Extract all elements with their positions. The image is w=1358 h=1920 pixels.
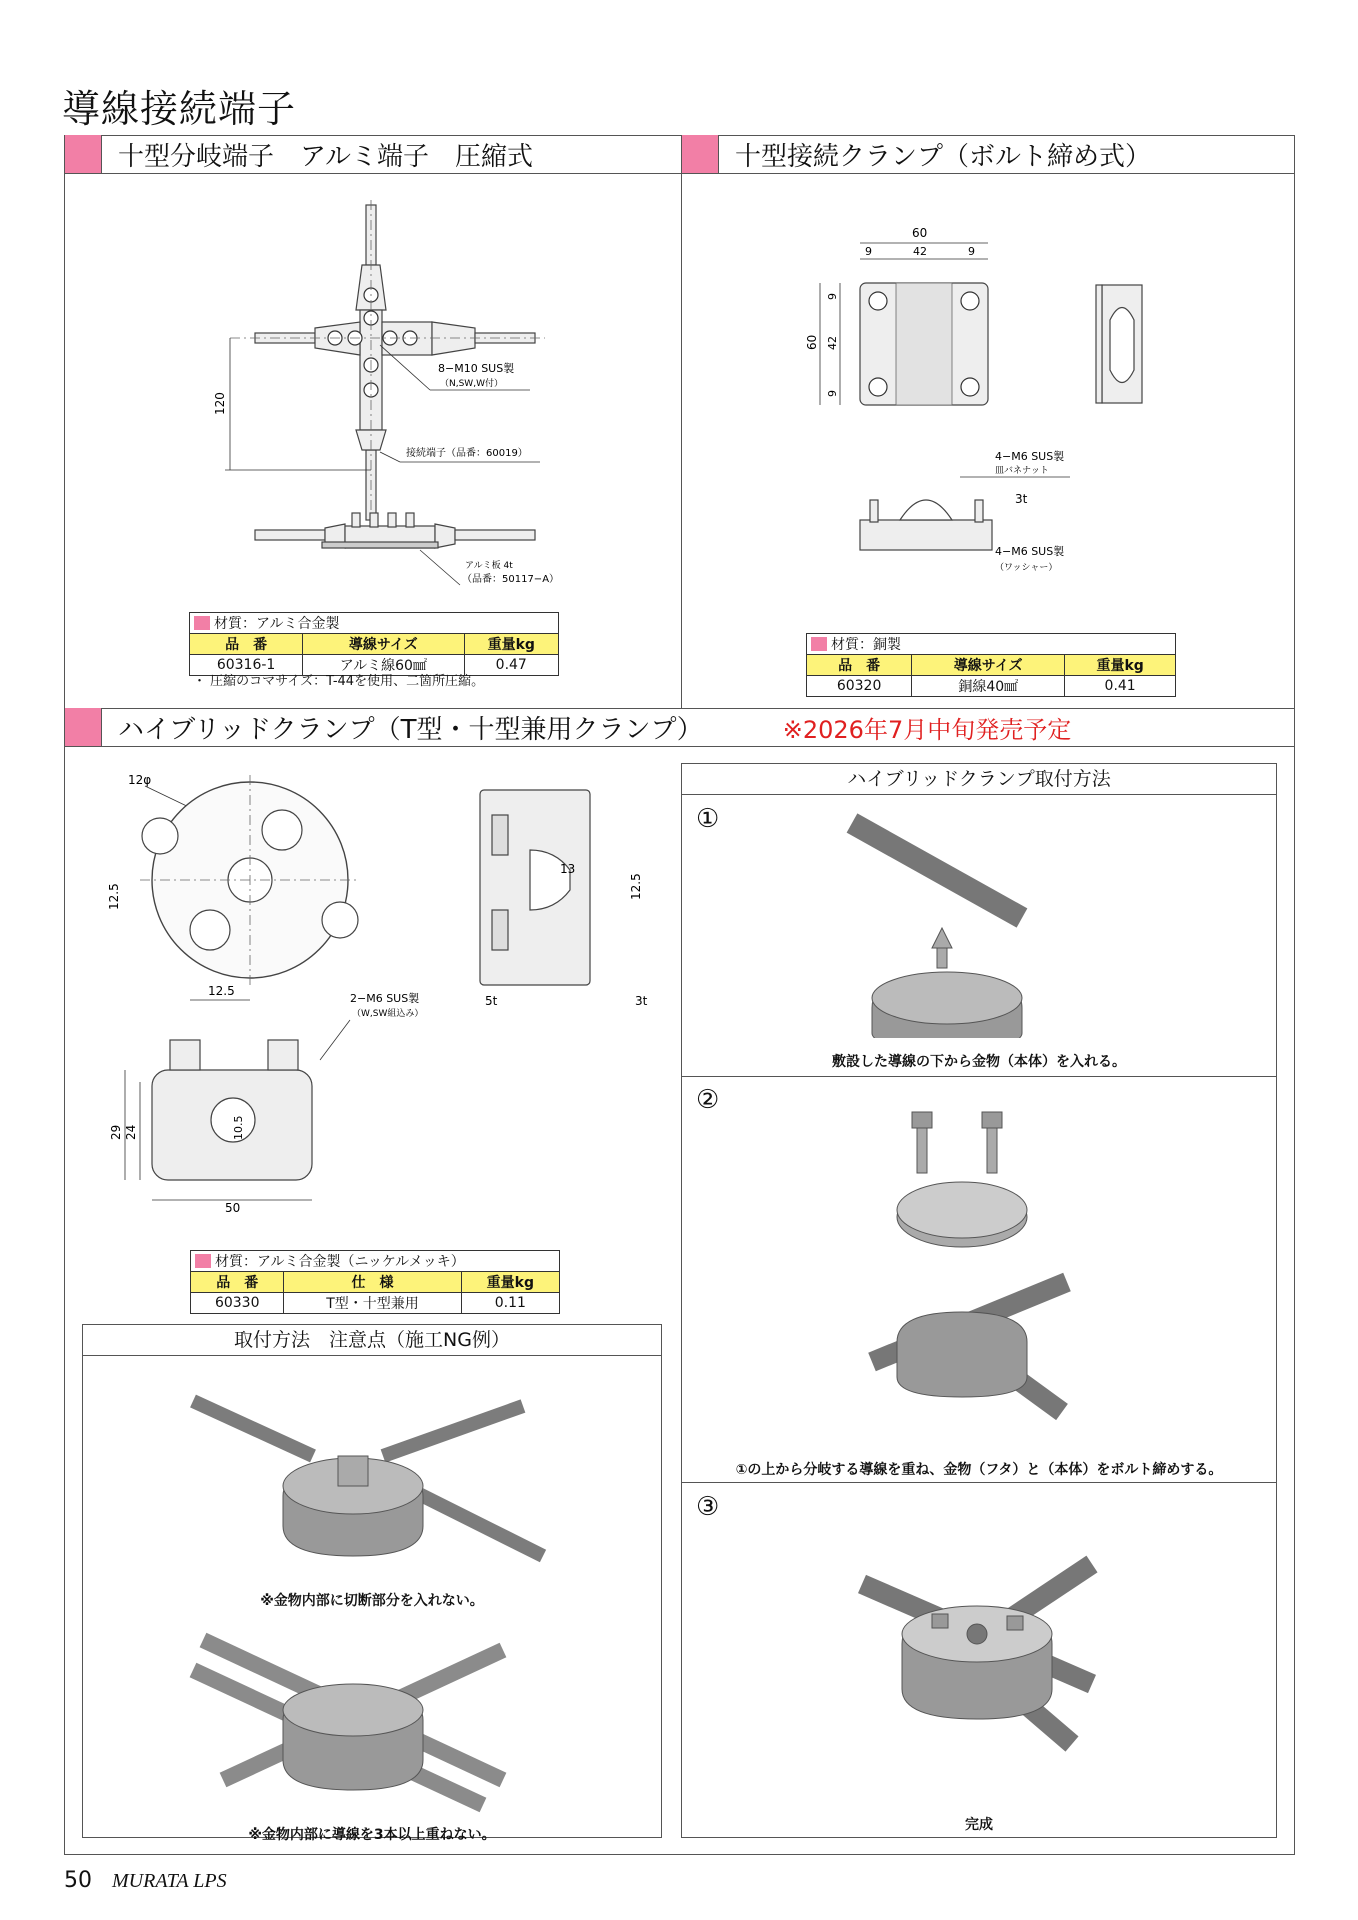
pink-marker: [65, 708, 102, 746]
install-method-box: [681, 763, 1277, 1838]
nut-sub-label: 皿バネナット: [995, 466, 1049, 476]
header-cell: 仕 様: [284, 1272, 461, 1293]
dim-label: 9: [865, 245, 872, 258]
section-title: 十型分岐端子 アルミ端子 圧縮式: [118, 141, 533, 172]
weight-cell: 0.11: [461, 1293, 559, 1314]
header-cell: 重量kg: [461, 1272, 559, 1293]
box-title: ハイブリッドクランプ取付方法: [682, 764, 1276, 795]
divider: [681, 135, 682, 708]
page-footer: [64, 1868, 227, 1893]
page-title: 導線接続端子: [62, 87, 297, 131]
dim-label: 5t: [485, 994, 498, 1008]
ng-caption-2: ※金物内部に導線を3本以上重ねない。: [248, 1827, 496, 1843]
terminal-label: 接続端子（品番：60019）: [406, 448, 528, 459]
dim-label: 60: [805, 334, 819, 350]
dim-label: 13: [560, 862, 576, 876]
part-no-cell: 60320: [807, 676, 912, 697]
pink-marker: [682, 135, 719, 173]
ng-caption-1: ※金物内部に切断部分を入れない。: [260, 1593, 484, 1609]
dim-label: 24: [124, 1124, 138, 1140]
pink-marker: [65, 135, 102, 173]
washer-label: 4−M6 SUS製: [995, 545, 1065, 558]
dim-label: 3t: [635, 994, 648, 1008]
box-title: 取付方法 注意点（施工NG例）: [83, 1325, 661, 1356]
header-cell: 重量kg: [1065, 655, 1176, 676]
bolt-sub-label: （W,SW組込み）: [352, 1009, 424, 1019]
header-cell: 品 番: [191, 1272, 284, 1293]
step-3-caption: 完成: [965, 1817, 993, 1833]
step-number: ②: [696, 1085, 720, 1115]
dim-label: 12.5: [208, 984, 235, 998]
cross-terminal-drawing: [200, 200, 560, 590]
section-title: 十型接続クランプ（ボルト締め式）: [735, 141, 1152, 172]
divider: [64, 746, 1295, 747]
compression-note: ・ 圧縮のコマサイズ：T-44を使用、二箇所圧縮。: [193, 674, 485, 689]
hybrid-clamp-drawing: [100, 770, 660, 1240]
size-cell: アルミ線60㎟: [303, 655, 464, 676]
dim-label: 42: [826, 336, 839, 350]
material-cell: [190, 613, 559, 634]
part-no-cell: 60316-1: [190, 655, 303, 676]
dim-label: 50: [225, 1201, 241, 1215]
header-cell: 導線サイズ: [303, 634, 464, 655]
dim-label: 3t: [1015, 492, 1028, 506]
spec-table-hybrid: [190, 1250, 560, 1314]
weight-cell: 0.47: [464, 655, 558, 676]
step-1-illustration: [832, 808, 1132, 1038]
step-1-caption: 敷設した導線の下から金物（本体）を入れる。: [832, 1054, 1126, 1070]
header-cell: 品 番: [807, 655, 912, 676]
divider: [64, 173, 1295, 174]
step-2-caption: ①の上から分岐する導線を重ね、金物（フタ）と（本体）をボルト締めする。: [735, 1462, 1223, 1478]
install-step-3: [682, 1484, 1276, 1837]
section-title: ハイブリッドクランプ（T型・十型兼用クランプ）: [118, 714, 703, 745]
dim-label: 12.5: [107, 883, 121, 910]
dim-label: 10.5: [232, 1115, 245, 1140]
plate-sub-label: （品番：50117−A）: [462, 574, 560, 585]
step-number: ③: [696, 1492, 720, 1522]
dim-label: 9: [826, 293, 839, 300]
cross-clamp-drawing: [800, 225, 1180, 580]
install-step-2: [682, 1077, 1276, 1483]
nut-label: 4−M6 SUS製: [995, 450, 1065, 463]
step-number: ①: [696, 804, 720, 834]
ng-example-1-illustration: [83, 1356, 661, 1586]
spec-table-cross-clamp: [806, 633, 1176, 697]
material-text: 材質：アルミ合金製: [214, 616, 340, 632]
spec-cell: T型・十型兼用: [284, 1293, 461, 1314]
release-notice: ※2026年7月中旬発売予定: [782, 715, 1072, 744]
step-2-illustration: [862, 1092, 1122, 1452]
dim-label: 120: [213, 392, 227, 415]
bolt-sub-label: （N,SW,W付）: [440, 379, 503, 389]
header-cell: 導線サイズ: [912, 655, 1065, 676]
washer-sub-label: （ワッシャー）: [995, 563, 1058, 573]
step-3-illustration: [852, 1534, 1112, 1784]
dim-label: 9: [968, 245, 975, 258]
dim-label: 60: [912, 226, 928, 240]
material-cell: [191, 1251, 560, 1272]
spec-table-cross-branch: [189, 612, 559, 676]
weight-cell: 0.41: [1065, 676, 1176, 697]
section-header-cross-branch: [65, 135, 681, 173]
bolt-label: 2−M6 SUS製: [350, 992, 420, 1005]
brand-name: MURATA LPS: [112, 1870, 227, 1892]
dim-label: 29: [109, 1124, 123, 1140]
size-cell: 銅線40㎟: [912, 676, 1065, 697]
material-cell: [807, 634, 1176, 655]
material-text: 材質：銅製: [831, 637, 901, 653]
ng-examples-box: [82, 1324, 662, 1843]
dim-label: 12.5: [629, 873, 643, 900]
section-header-hybrid: [65, 708, 1294, 746]
header-cell: 重量kg: [464, 634, 558, 655]
dim-label: 9: [826, 390, 839, 397]
page-number: 50: [64, 1868, 92, 1893]
header-cell: 品 番: [190, 634, 303, 655]
plate-label: アルミ板 4t: [465, 561, 513, 571]
material-text: 材質：アルミ合金製（ニッケルメッキ）: [215, 1254, 465, 1270]
section-header-cross-clamp: [682, 135, 1294, 173]
ng-example-2-illustration: [83, 1610, 661, 1820]
part-no-cell: 60330: [191, 1293, 284, 1314]
bolt-label: 8−M10 SUS製: [438, 362, 515, 375]
install-step-1: [682, 796, 1276, 1077]
dim-label: 42: [913, 245, 927, 258]
dim-label: 12φ: [128, 773, 152, 787]
